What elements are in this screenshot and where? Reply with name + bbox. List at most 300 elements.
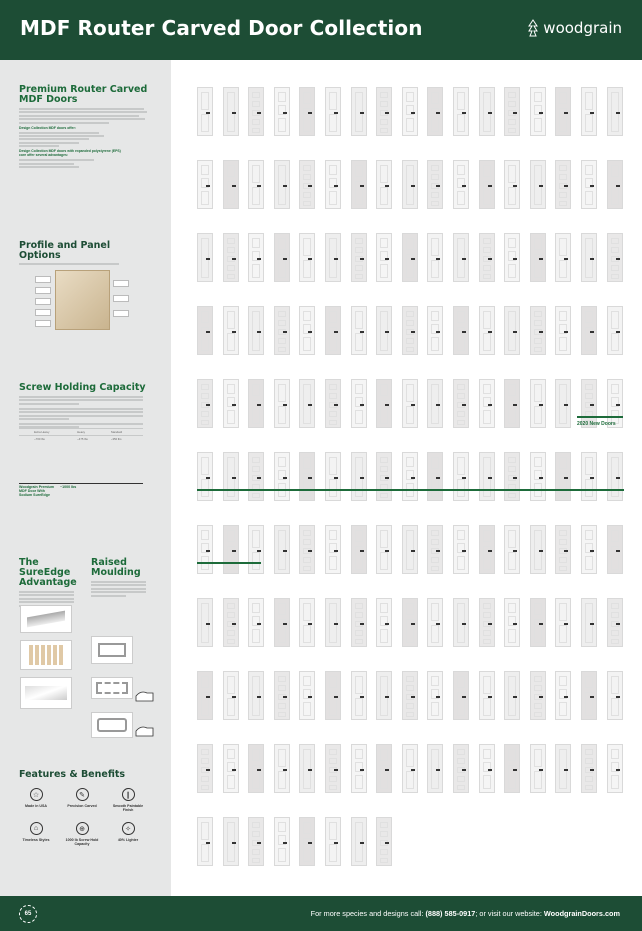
door-handle: [257, 258, 261, 260]
door-panel: [406, 676, 414, 682]
door-panel: [201, 420, 209, 425]
door-panel: [252, 530, 260, 548]
door-thumbnail: [555, 671, 571, 720]
door-panel: [303, 165, 311, 171]
door-thumbnail: [299, 160, 315, 209]
door-panel: [227, 384, 235, 394]
door-handle: [616, 623, 620, 625]
door-handle: [539, 258, 543, 260]
door-thumbnail: [555, 87, 571, 136]
door-panel: [559, 92, 567, 104]
door-panel: [585, 556, 593, 570]
door-thumbnail: [479, 160, 495, 209]
door-thumbnail: [504, 452, 520, 501]
door-thumbnail: [223, 160, 239, 209]
door-panel: [508, 552, 516, 570]
door-thumbnail: [607, 671, 623, 720]
door-panel: [380, 264, 388, 278]
door-thumbnail: [427, 525, 443, 574]
door-thumbnail: [274, 525, 290, 574]
door-handle: [334, 258, 338, 260]
door-panel: [406, 771, 414, 789]
door-panel: [559, 174, 567, 180]
door-thumbnail: [223, 525, 239, 574]
door-thumbnail: [325, 817, 341, 866]
door-thumbnail: [581, 87, 597, 136]
door-handle: [283, 769, 287, 771]
door-handle: [206, 550, 210, 552]
feature-label: Precision Carved: [67, 804, 97, 808]
door-thumbnail: [530, 525, 546, 574]
door-panel: [303, 822, 311, 834]
door-handle: [360, 404, 364, 406]
door-handle: [539, 696, 543, 698]
info-sidebar: [0, 60, 171, 896]
door-panel: [278, 822, 286, 832]
door-panel: [611, 530, 619, 542]
door-handle: [283, 696, 287, 698]
feature-screw-hold: [62, 822, 102, 846]
door-panel: [355, 311, 363, 329]
door-thumbnail: [325, 306, 341, 355]
door-handle: [385, 550, 389, 552]
door-panel: [227, 630, 235, 636]
door-thumbnail: [274, 87, 290, 136]
door-handle: [283, 185, 287, 187]
door-thumbnail: [248, 598, 264, 647]
door-panel: [329, 844, 337, 862]
page-footer: [0, 896, 642, 931]
door-panel: [227, 775, 235, 789]
door-panel: [201, 822, 209, 840]
door-panel: [252, 457, 260, 463]
door-thumbnail: [504, 744, 520, 793]
door-panel: [355, 749, 363, 759]
phone-number: (888) 585-0917: [425, 909, 476, 918]
door-handle: [539, 404, 543, 406]
door-thumbnail: [581, 671, 597, 720]
door-panel: [431, 603, 439, 621]
door-thumbnail: [479, 87, 495, 136]
premium-title-line2: MDF Doors: [19, 94, 78, 105]
door-panel: [380, 552, 388, 570]
door-panel: [303, 625, 311, 643]
door-panel: [329, 556, 337, 570]
door-thumbnail: [197, 233, 213, 282]
door-thumbnail: [530, 452, 546, 501]
door-panel: [431, 238, 439, 256]
door-panel: [227, 165, 235, 177]
door-thumbnail: [402, 598, 418, 647]
door-thumbnail: [351, 87, 367, 136]
door-handle: [488, 769, 492, 771]
door-handle: [564, 550, 568, 552]
door-thumbnail: [248, 379, 264, 428]
door-panel: [252, 238, 260, 248]
door-panel: [534, 749, 542, 767]
door-thumbnail: [274, 598, 290, 647]
door-handle: [385, 842, 389, 844]
door-panel: [508, 128, 516, 133]
door-panel: [431, 260, 439, 278]
door-handle: [308, 769, 312, 771]
door-panel: [278, 338, 286, 344]
door-handle: [283, 477, 287, 479]
door-handle: [385, 696, 389, 698]
door-panel: [406, 603, 414, 615]
door-thumbnail: [248, 233, 264, 282]
feature-lighter: [108, 822, 148, 842]
door-thumbnail: [453, 160, 469, 209]
door-panel: [303, 192, 311, 198]
door-panel: [457, 411, 465, 417]
door-panel: [483, 603, 491, 609]
door-panel: [611, 630, 619, 636]
door-panel: [380, 457, 388, 463]
door-panel: [278, 118, 286, 132]
door-handle: [334, 404, 338, 406]
door-handle: [232, 769, 236, 771]
new-doors-label: 2020 New Doors: [577, 421, 616, 427]
door-thumbnail: [223, 744, 239, 793]
door-panel: [585, 758, 593, 764]
door-panel: [406, 320, 414, 326]
door-panel: [380, 92, 388, 98]
door-thumbnail: [376, 379, 392, 428]
door-panel: [611, 311, 619, 329]
door-thumbnail: [197, 379, 213, 428]
door-thumbnail: [607, 306, 623, 355]
door-panel: [457, 749, 465, 755]
door-thumbnail: [248, 671, 264, 720]
door-handle: [308, 331, 312, 333]
door-thumbnail: [223, 598, 239, 647]
door-panel: [227, 612, 235, 618]
door-panel: [380, 603, 388, 613]
door-panel: [329, 457, 337, 475]
door-panel: [508, 493, 516, 498]
door-panel: [534, 676, 542, 682]
door-panel: [559, 702, 567, 716]
door-thumbnail: [197, 817, 213, 866]
door-thumbnail: [299, 87, 315, 136]
door-thumbnail: [197, 671, 213, 720]
feature-smooth-finish: [108, 788, 148, 812]
door-panel: [483, 165, 491, 177]
door-thumbnail: [223, 452, 239, 501]
door-panel: [431, 165, 439, 171]
door-panel: [559, 238, 567, 256]
door-panel: [355, 639, 363, 644]
door-panel: [201, 785, 209, 790]
premium-section: [19, 85, 149, 169]
door-thumbnail: [479, 744, 495, 793]
door-handle: [564, 623, 568, 625]
sureedge-section: [19, 558, 79, 608]
new-doors-underline: [197, 562, 261, 564]
door-thumbnail: [607, 452, 623, 501]
door-thumbnail: [453, 379, 469, 428]
door-panel: [355, 410, 363, 424]
usa-flag-icon: ☆: [30, 788, 43, 801]
door-panel: [534, 338, 542, 344]
door-thumbnail: [402, 379, 418, 428]
door-panel: [457, 676, 465, 688]
door-handle: [308, 477, 312, 479]
door-handle: [206, 842, 210, 844]
door-panel: [252, 92, 260, 98]
door-handle: [206, 331, 210, 333]
door-handle: [513, 550, 517, 552]
logo-text: woodgrain: [543, 19, 622, 37]
sureedge-image-1: [20, 605, 72, 633]
door-panel: [431, 539, 439, 545]
door-thumbnail: [427, 87, 443, 136]
door-handle: [283, 331, 287, 333]
door-thumbnail: [274, 744, 290, 793]
door-panel: [303, 92, 311, 104]
door-handle: [616, 477, 620, 479]
door-panel: [559, 201, 567, 206]
raised-title-line1: Raised: [91, 557, 127, 568]
door-handle: [590, 112, 594, 114]
door-panel: [431, 530, 439, 536]
door-panel: [431, 201, 439, 206]
door-panel: [278, 347, 286, 352]
door-handle: [206, 477, 210, 479]
door-panel: [329, 384, 337, 390]
door-handle: [488, 477, 492, 479]
door-handle: [462, 404, 466, 406]
door-handle: [308, 550, 312, 552]
moulding-image-1: [91, 636, 133, 664]
door-handle: [257, 696, 261, 698]
door-panel: [355, 612, 363, 618]
door-panel: [278, 311, 286, 317]
door-handle: [360, 842, 364, 844]
door-panel: [534, 92, 542, 102]
door-panel: [585, 311, 593, 323]
door-handle: [590, 623, 594, 625]
door-handle: [411, 331, 415, 333]
door-panel: [431, 174, 439, 180]
door-handle: [232, 331, 236, 333]
screw-table-header-row: [19, 429, 143, 436]
door-panel: [380, 128, 388, 133]
door-thumbnail: [299, 379, 315, 428]
door-handle: [360, 331, 364, 333]
door-handle: [206, 404, 210, 406]
door-thumbnail: [453, 233, 469, 282]
door-handle: [257, 404, 261, 406]
door-panel: [278, 771, 286, 789]
door-panel: [431, 311, 439, 321]
door-panel: [355, 247, 363, 253]
door-handle: [232, 112, 236, 114]
door-handle: [334, 842, 338, 844]
door-handle: [488, 112, 492, 114]
door-panel: [559, 539, 567, 545]
door-thumbnail: [402, 87, 418, 136]
door-panel: [431, 676, 439, 686]
door-panel: [508, 165, 516, 183]
feature-timeless-styles: [16, 822, 56, 842]
door-panel: [252, 749, 260, 761]
door-panel: [329, 114, 337, 132]
door-handle: [411, 550, 415, 552]
door-panel: [406, 338, 414, 344]
door-panel: [252, 831, 260, 837]
door-handle: [257, 185, 261, 187]
door-handle: [257, 550, 261, 552]
door-handle: [360, 623, 364, 625]
door-thumbnail: [555, 160, 571, 209]
feature-label: Smooth Paintable Finish: [112, 804, 144, 813]
premium-sub2-line1: Design Collection MDF doors with expanded polystyrene (EPS): [19, 149, 121, 154]
door-panel: [534, 771, 542, 789]
door-panel: [252, 822, 260, 828]
door-handle: [232, 550, 236, 552]
door-panel: [278, 712, 286, 717]
door-panel: [611, 698, 619, 716]
door-thumbnail: [223, 306, 239, 355]
door-panel: [406, 712, 414, 717]
profile-diagram: [35, 270, 125, 330]
door-thumbnail: [376, 744, 392, 793]
highlight-value: ~1000 lbs: [60, 485, 77, 489]
door-handle: [590, 477, 594, 479]
door-panel: [329, 749, 337, 755]
door-handle: [411, 404, 415, 406]
door-panel: [201, 393, 209, 399]
door-panel: [329, 411, 337, 417]
door-handle: [590, 185, 594, 187]
door-panel: [252, 165, 260, 183]
door-panel: [585, 191, 593, 205]
door-thumbnail: [376, 598, 392, 647]
door-panel: [329, 776, 337, 782]
door-panel: [559, 165, 567, 171]
door-handle: [385, 112, 389, 114]
door-panel: [278, 238, 286, 250]
door-panel: [611, 612, 619, 618]
door-panel: [534, 712, 542, 717]
door-thumbnail: [555, 233, 571, 282]
door-panel: [201, 479, 209, 497]
door-thumbnail: [427, 744, 443, 793]
door-panel: [201, 311, 209, 323]
door-cross-section-image: [55, 270, 110, 330]
door-panel: [303, 539, 311, 545]
door-panel: [585, 530, 593, 540]
door-thumbnail: [402, 525, 418, 574]
door-panel: [534, 238, 542, 250]
door-panel: [483, 775, 491, 789]
door-panel: [559, 603, 567, 621]
door-thumbnail: [376, 525, 392, 574]
door-handle: [257, 769, 261, 771]
door-panel: [201, 384, 209, 390]
website-link: WoodgrainDoors.com: [543, 909, 620, 918]
door-handle: [334, 550, 338, 552]
door-panel: [303, 201, 311, 206]
door-panel: [406, 92, 414, 102]
door-panel: [380, 187, 388, 205]
door-panel: [406, 685, 414, 691]
page-header: [0, 0, 642, 60]
door-panel: [252, 858, 260, 863]
door-panel: [457, 92, 465, 110]
door-panel: [431, 192, 439, 198]
door-thumbnail: [607, 233, 623, 282]
door-handle: [360, 258, 364, 260]
door-panel: [355, 775, 363, 789]
door-handle: [334, 696, 338, 698]
door-panel: [278, 92, 286, 102]
door-thumbnail: [248, 452, 264, 501]
door-handle: [590, 769, 594, 771]
screw-holding-table: [19, 428, 143, 442]
door-panel: [585, 457, 593, 475]
door-handle: [257, 842, 261, 844]
door-thumbnail: [299, 598, 315, 647]
door-handle: [590, 404, 594, 406]
door-handle: [462, 258, 466, 260]
door-handle: [385, 623, 389, 625]
door-panel: [227, 676, 235, 694]
door-thumbnail: [479, 671, 495, 720]
door-panel: [278, 749, 286, 767]
door-thumbnail: [223, 671, 239, 720]
features-section: [19, 770, 125, 780]
door-panel: [483, 384, 491, 394]
door-panel: [457, 165, 465, 175]
door-panel: [508, 466, 516, 472]
door-thumbnail: [274, 160, 290, 209]
door-panel: [252, 849, 260, 855]
door-thumbnail: [325, 744, 341, 793]
moulding-profile-2: [135, 723, 155, 737]
door-thumbnail: [402, 744, 418, 793]
door-panel: [483, 630, 491, 636]
door-thumbnail: [581, 452, 597, 501]
door-panel: [457, 311, 465, 323]
page-number-badge: 65: [19, 905, 37, 923]
door-panel: [303, 676, 311, 686]
door-panel: [508, 629, 516, 643]
door-panel: [380, 822, 388, 828]
door-handle: [360, 696, 364, 698]
door-handle: [564, 769, 568, 771]
door-thumbnail: [530, 744, 546, 793]
door-panel: [508, 119, 516, 125]
door-panel: [431, 92, 439, 104]
footer-contact: For more species and designs call: (888) 585-0917; or visit our website: WoodgrainDoors.com: [310, 909, 620, 918]
door-panel: [611, 676, 619, 694]
door-handle: [232, 696, 236, 698]
door-handle: [385, 404, 389, 406]
door-thumbnail: [453, 306, 469, 355]
door-handle: [564, 112, 568, 114]
door-handle: [488, 623, 492, 625]
door-panel: [278, 703, 286, 709]
door-panel: [534, 703, 542, 709]
door-panel: [303, 702, 311, 716]
door-handle: [513, 477, 517, 479]
door-thumbnail: [530, 233, 546, 282]
door-panel: [483, 333, 491, 351]
door-handle: [308, 112, 312, 114]
